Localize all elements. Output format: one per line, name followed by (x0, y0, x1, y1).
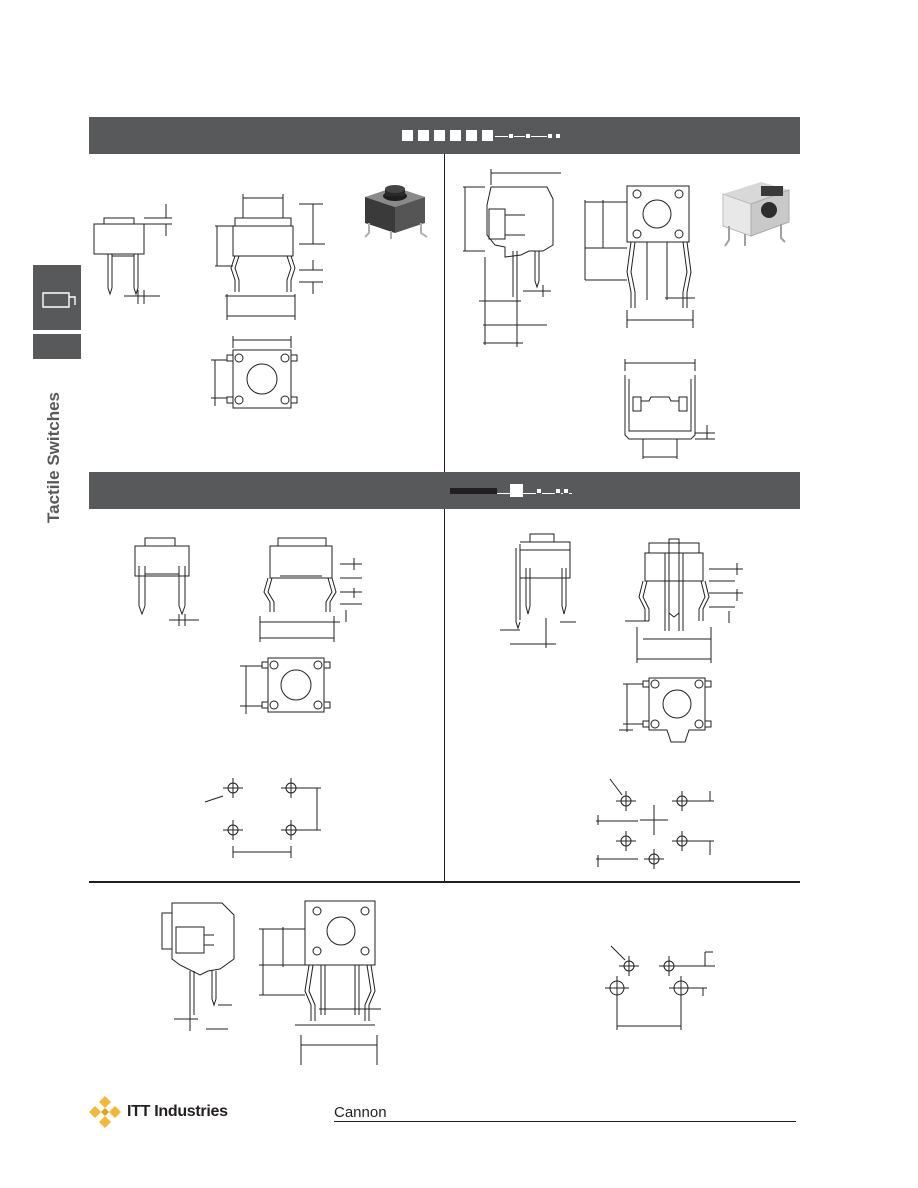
part-code-option (563, 488, 569, 494)
section-header-band-1 (89, 117, 800, 154)
low-profile-right-angle-side-view-drawing (150, 895, 250, 1035)
side-tab-title: Tactile Switches (44, 391, 63, 523)
part-code-box (481, 129, 494, 142)
pcb-layout-drawing-2 (590, 775, 720, 875)
right-angle-side-view-drawing (455, 165, 570, 355)
switch-front-view-drawing (205, 190, 340, 320)
section-rule (89, 881, 800, 883)
column-divider (444, 509, 445, 882)
part-code-box (509, 483, 524, 498)
right-angle-switch-photo (715, 178, 795, 250)
tall-switch-top-view-drawing (230, 650, 340, 720)
column-divider (444, 154, 445, 472)
part-code-box (465, 129, 478, 142)
section-header-band-2 (89, 472, 800, 509)
footer-brand-name: Cannon (334, 1104, 387, 1121)
pcb-layout-drawing-1 (195, 770, 330, 860)
tall-switch-side-view-drawing (125, 530, 205, 630)
part-code-box (417, 129, 430, 142)
tall-right-angle-front-view-drawing (625, 535, 760, 665)
part-code-option (508, 133, 514, 139)
switch-symbol-icon (33, 265, 81, 330)
switch-photo (355, 183, 435, 243)
part-code-option (547, 133, 553, 139)
tall-right-angle-side-view-drawing (490, 530, 585, 650)
side-tab-upper (33, 265, 81, 330)
switch-side-view-drawing (88, 190, 178, 310)
switch-top-view-drawing (205, 340, 315, 420)
footer-company-name: ITT Industries (127, 1103, 228, 1120)
part-code-option (555, 488, 561, 494)
part-code-option (536, 488, 542, 494)
part-code-option (555, 133, 561, 139)
part-code-box (433, 129, 446, 142)
tall-switch-front-view-drawing (250, 530, 370, 645)
part-code-box (449, 129, 462, 142)
tall-right-angle-top-view-drawing (615, 670, 725, 750)
low-profile-right-angle-front-view-drawing (255, 895, 385, 1070)
right-angle-front-view-drawing (575, 180, 705, 340)
right-angle-bottom-view-drawing (615, 355, 725, 465)
part-code-option (525, 133, 531, 139)
itt-logo-icon (87, 1094, 123, 1130)
pcb-layout-drawing-3 (595, 940, 725, 1030)
part-code-box (401, 129, 414, 142)
side-tab-lower (33, 334, 81, 359)
footer-rule (334, 1121, 796, 1122)
part-code-prefix (450, 488, 497, 494)
